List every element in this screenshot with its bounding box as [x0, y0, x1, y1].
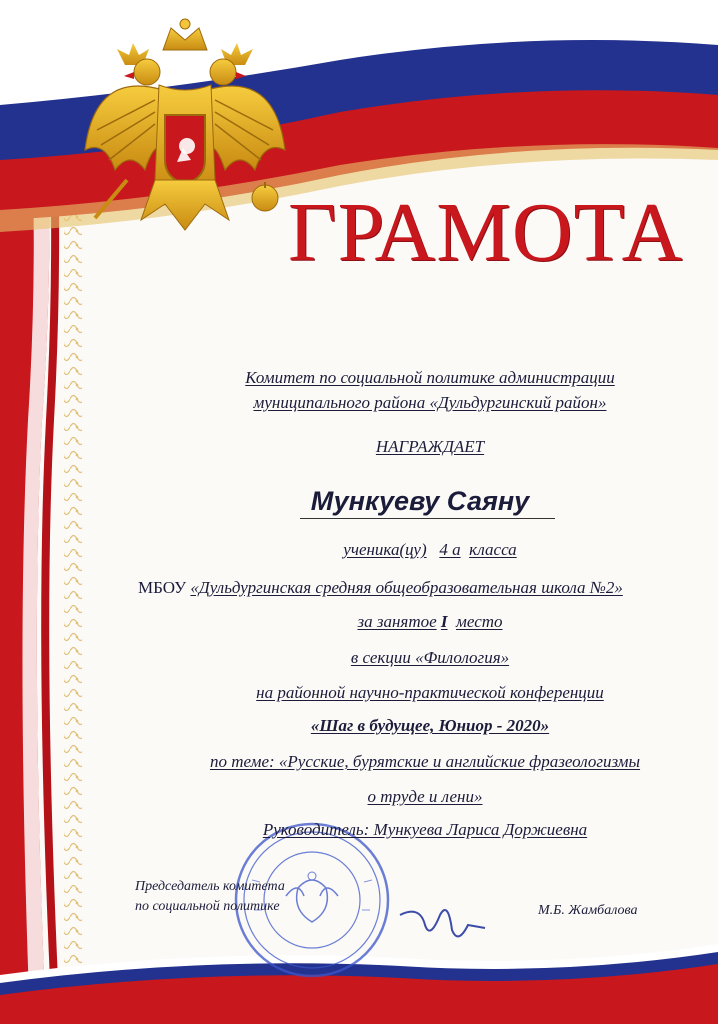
signature: [400, 910, 485, 936]
student-prefix: ученика(цу): [343, 540, 427, 559]
section-line: в секции «Филология»: [350, 648, 510, 667]
place-suffix: место: [456, 612, 503, 631]
supervisor-line: Руководитель: Мункуева Лариса Доржиевна: [262, 820, 588, 839]
class-value: 4 а: [439, 540, 461, 559]
class-suffix: класса: [469, 540, 517, 559]
school-line: [138, 578, 623, 598]
chair-name: М.Б. Жамбалова: [538, 903, 638, 918]
recipient-underline: [300, 518, 555, 519]
place-prefix: за занятое: [357, 612, 437, 631]
bottom-flag-waves: [0, 944, 718, 1024]
certificate-title: ГРАМОТА: [288, 186, 684, 279]
topic-line-2: о труде и лени»: [367, 787, 483, 806]
committee-line-2: муниципального района «Дульдургинский район»: [253, 393, 607, 412]
school-prefix: МБОУ: [138, 578, 187, 597]
school-name: «Дульдургинская средняя общеобразовательная школа №2»: [190, 578, 623, 597]
conference-line: на районной научно-практической конференции: [256, 683, 604, 702]
student-class-line: [0, 540, 718, 560]
chair-title-line-2: по социальной политике: [135, 899, 280, 914]
committee-line-1: Комитет по социальной политике администрации: [245, 368, 615, 387]
recipient-name: Мункуеву Саяну: [310, 486, 530, 516]
place-value: I: [440, 612, 448, 631]
conference-name: «Шаг в будущее, Юниор - 2020»: [310, 716, 550, 735]
place-line: [0, 612, 718, 632]
chair-title-line-1: Председатель комитета: [135, 879, 285, 894]
awards-heading: НАГРАЖДАЕТ: [375, 437, 485, 456]
topic-line-1: по теме: «Русские, бурятские и английские фразеологизмы: [209, 752, 641, 771]
